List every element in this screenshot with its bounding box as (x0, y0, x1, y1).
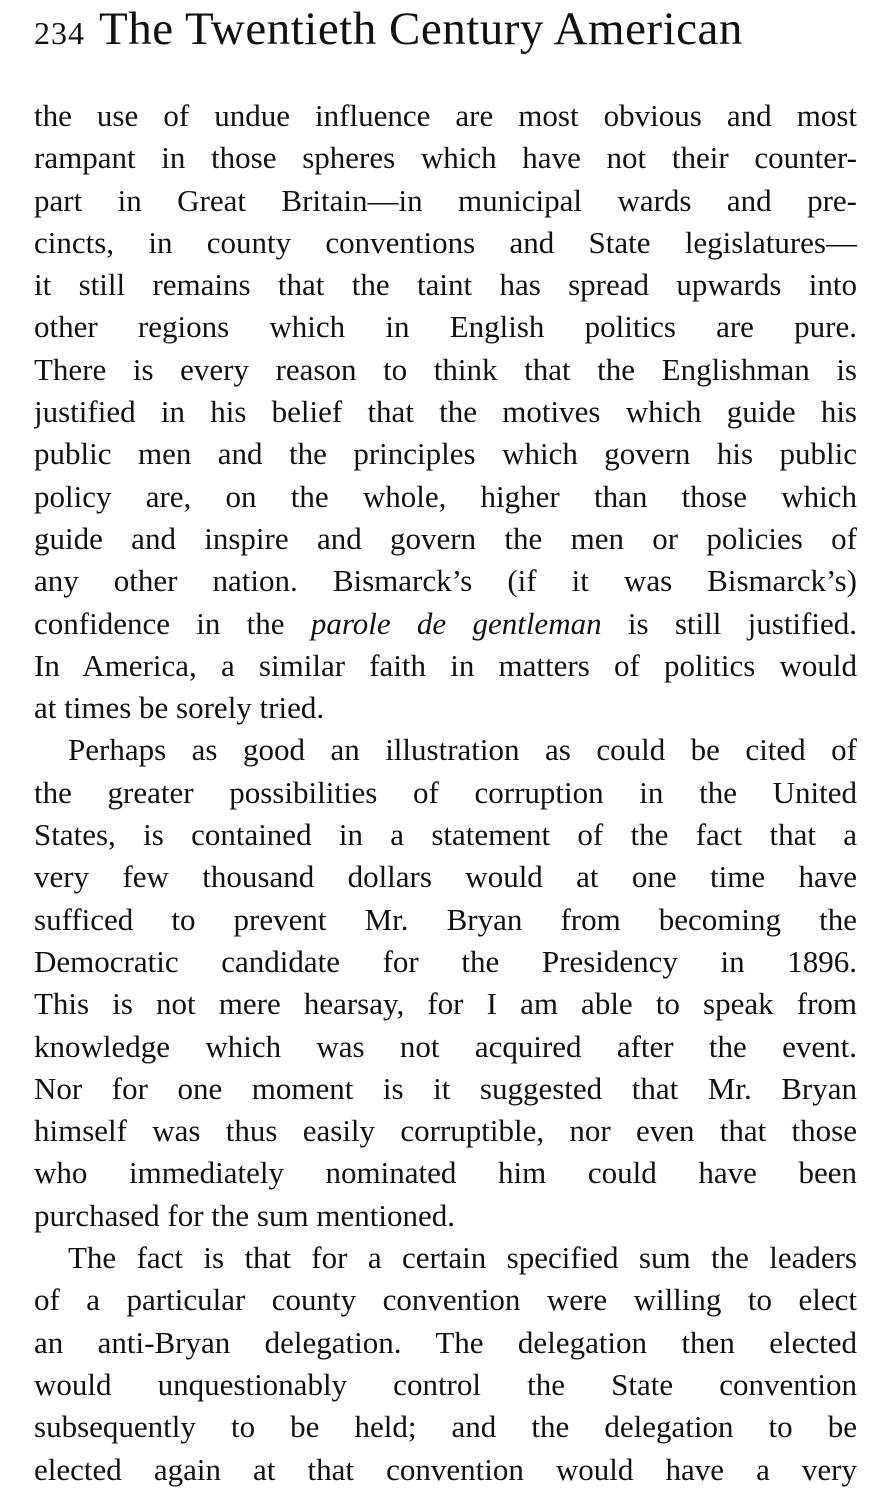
text-line: elected again at that convention would have a very (34, 1451, 857, 1487)
text-line: purchased for the sum mentioned. (34, 1197, 455, 1233)
text-line: any other nation. Bismarck’s (if it was Bismarck’s) (34, 563, 857, 599)
text-line: guide and inspire and govern the men or policies of (34, 520, 857, 556)
paragraph-2 (34, 729, 857, 1237)
text-line: public men and the principles which govern his public (34, 436, 857, 472)
italic-phrase: parole de gentleman (310, 605, 602, 641)
text-line: would unquestionably control the State convention (34, 1366, 857, 1402)
text-fragment: confidence in the (34, 605, 311, 641)
text-line: This is not mere hearsay, for I am able to speak from (34, 986, 857, 1022)
text-line: an anti-Bryan delegation. The delegation then elected (34, 1324, 857, 1360)
text-line: States, is contained in a statement of the fact that a (34, 817, 857, 853)
text-line: rampant in those spheres which have not their counter- (34, 140, 857, 176)
text-line: the greater possibilities of corruption in the United (34, 774, 857, 810)
text-line: Nor for one moment is it suggested that Mr. Bryan (34, 1070, 857, 1106)
text-line: very few thousand dollars would at one time have (34, 859, 857, 895)
text-line: justified in his belief that the motives which guide his (34, 394, 857, 430)
text-line: of a particular county convention were willing to elect (34, 1282, 857, 1318)
text-line: who immediately nominated him could have been (34, 1155, 857, 1191)
text-line: There is every reason to think that the Englishman is (34, 351, 857, 387)
text-line-with-italic (34, 603, 857, 645)
text-line: sufficed to prevent Mr. Bryan from becoming the (34, 901, 857, 937)
body-text (34, 95, 857, 1491)
text-line: cincts, in county conventions and State legislatures— (34, 224, 857, 260)
text-line: the use of undue influence are most obvious and most (34, 98, 857, 133)
page-number: 234 (34, 15, 85, 51)
paragraph-3 (34, 1237, 857, 1491)
text-line: knowledge which was not acquired after the event. (34, 1028, 857, 1064)
text-line: at times be sorely tried. (34, 690, 325, 726)
text-line: policy are, on the whole, higher than those which (34, 478, 857, 514)
text-line: The fact is that for a certain specified sum the leaders (68, 1240, 857, 1276)
text-line: subsequently to be held; and the delegation to be (34, 1409, 857, 1445)
text-fragment: is still justified. (601, 605, 857, 641)
text-line: part in Great Britain—in municipal wards and pre- (34, 182, 857, 218)
text-line: other regions which in English politics are pure. (34, 309, 857, 345)
running-head (34, 2, 854, 62)
running-title: The Twentieth Century American (99, 3, 743, 55)
text-line: In America, a similar faith in matters of politics would (34, 647, 857, 683)
text-line: Democratic candidate for the Presidency in 1896. (34, 943, 857, 979)
text-line: Perhaps as good an illustration as could be cited of (68, 732, 857, 768)
paragraph-1 (34, 95, 857, 729)
text-line: himself was thus easily corruptible, nor even that those (34, 1113, 857, 1149)
text-line: it still remains that the taint has spread upwards into (34, 267, 857, 303)
